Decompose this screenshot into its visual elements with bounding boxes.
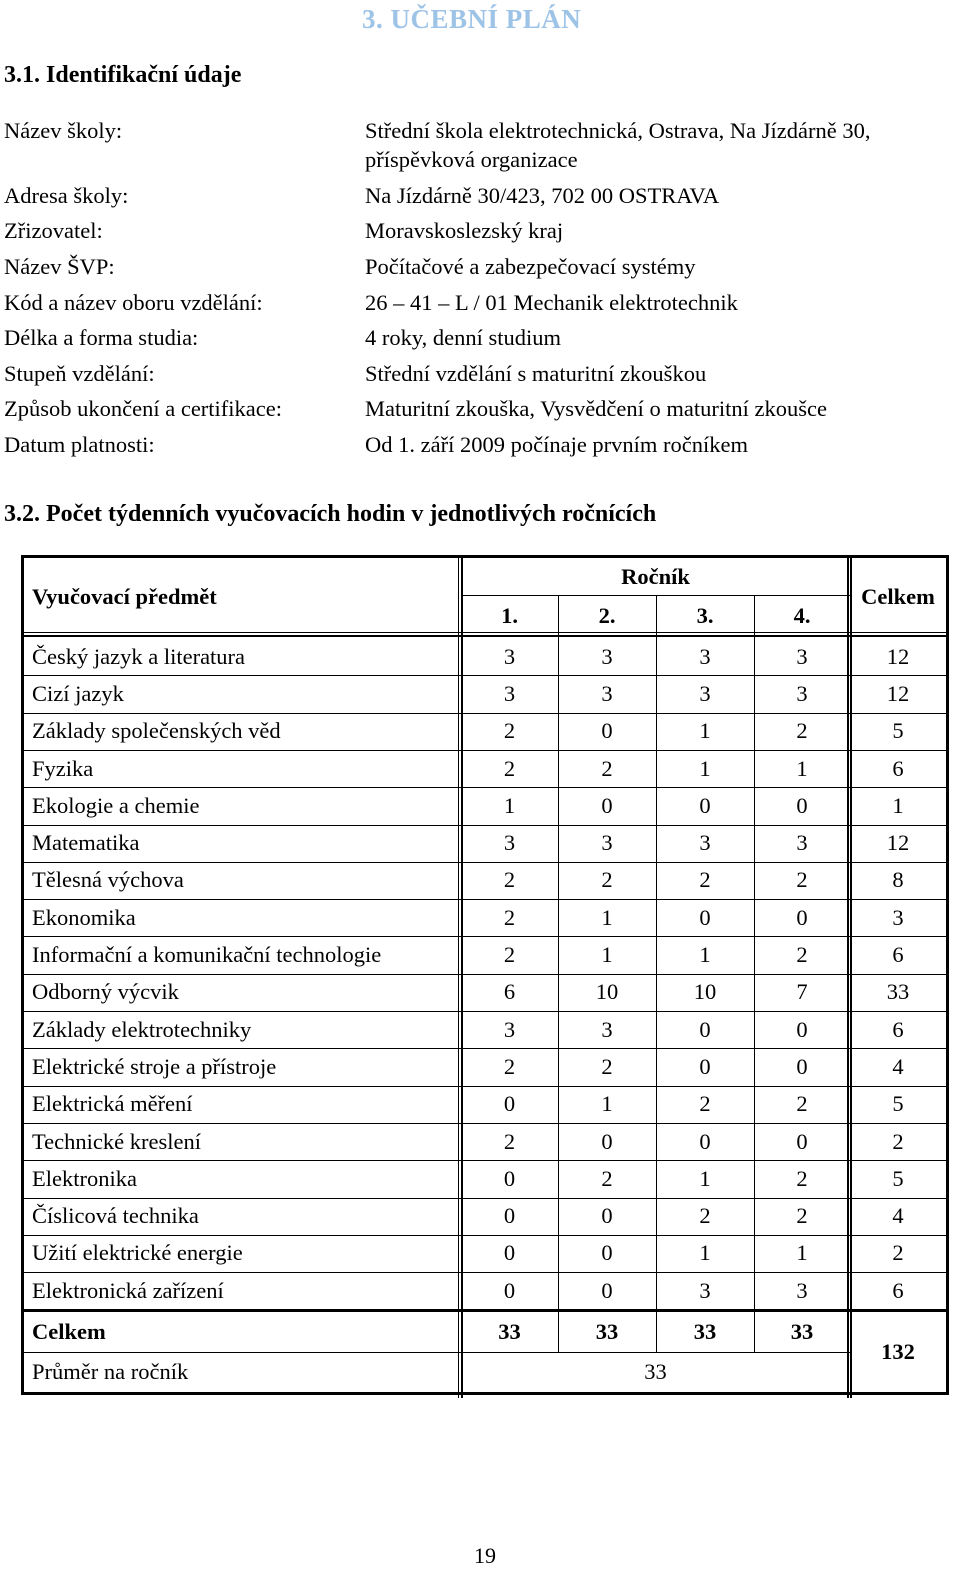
info-label: Kód a název oboru vzdělání: bbox=[4, 290, 263, 315]
hours-cell: 0 bbox=[601, 718, 613, 744]
hours-cell: 0 bbox=[699, 1016, 711, 1042]
subject-name: Základy elektrotechniky bbox=[32, 1016, 252, 1042]
info-label: Způsob ukončení a certifikace: bbox=[4, 396, 283, 421]
section-heading-identification: 3.1. Identifikační údaje bbox=[4, 62, 242, 88]
average-value: 33 bbox=[644, 1359, 667, 1385]
hours-cell: 0 bbox=[699, 792, 711, 818]
table-rule bbox=[24, 675, 946, 676]
hours-cell: 2 bbox=[796, 867, 808, 893]
hours-cell: 3 bbox=[699, 830, 711, 856]
hours-cell: 0 bbox=[796, 792, 808, 818]
subject-name: Český jazyk a literatura bbox=[32, 643, 246, 669]
info-label: Zřizovatel: bbox=[4, 218, 103, 243]
year-total: 33 bbox=[790, 1319, 814, 1345]
hours-cell: 3 bbox=[601, 643, 613, 669]
hours-cell: 2 bbox=[601, 1165, 613, 1191]
grand-total: 132 bbox=[881, 1339, 915, 1365]
hours-cell: 0 bbox=[503, 1240, 516, 1266]
table-rule bbox=[24, 1086, 946, 1087]
info-label: Stupeň vzdělání: bbox=[4, 361, 155, 386]
hours-cell: 2 bbox=[503, 942, 516, 968]
row-total: 2 bbox=[892, 1128, 904, 1154]
table-rule bbox=[24, 1309, 946, 1312]
table-rule bbox=[24, 1272, 946, 1273]
year-total: 33 bbox=[693, 1319, 717, 1345]
table-rule bbox=[24, 1048, 946, 1049]
hours-cell: 3 bbox=[699, 643, 711, 669]
header-subject: Vyučovací předmět bbox=[32, 583, 217, 609]
chapter-title: 3. UČEBNÍ PLÁN bbox=[362, 4, 582, 34]
table-rule bbox=[24, 1198, 946, 1199]
info-value: Střední škola elektrotechnická, Ostrava, Na Jízdárně 30, příspěvková organizace bbox=[365, 118, 871, 172]
hours-cell: 3 bbox=[796, 1277, 808, 1303]
hours-cell: 2 bbox=[699, 1091, 711, 1117]
hours-cell: 1 bbox=[699, 1165, 711, 1191]
subject-name: Číslicová technika bbox=[32, 1203, 199, 1229]
table-rule bbox=[24, 635, 946, 637]
hours-cell: 0 bbox=[699, 1128, 711, 1154]
hours-cell: 10 bbox=[693, 979, 717, 1005]
hours-cell: 3 bbox=[796, 680, 808, 706]
hours-cell: 3 bbox=[699, 1277, 711, 1303]
row-total: 5 bbox=[892, 1165, 904, 1191]
row-total: 12 bbox=[886, 680, 910, 706]
curriculum-table bbox=[21, 555, 949, 1395]
table-rule bbox=[24, 862, 946, 863]
hours-cell: 2 bbox=[699, 867, 711, 893]
hours-cell: 3 bbox=[699, 680, 711, 706]
hours-cell: 0 bbox=[503, 1091, 516, 1117]
hours-cell: 6 bbox=[503, 979, 516, 1005]
table-rule bbox=[24, 1011, 946, 1012]
hours-cell: 0 bbox=[503, 1277, 516, 1303]
row-total: 3 bbox=[892, 904, 904, 930]
hours-cell: 3 bbox=[601, 1016, 613, 1042]
header-total: Celkem bbox=[861, 583, 935, 609]
hours-cell: 10 bbox=[595, 979, 619, 1005]
hours-cell: 3 bbox=[503, 643, 516, 669]
hours-cell: 0 bbox=[601, 1128, 613, 1154]
table-rule bbox=[24, 787, 946, 788]
total-label: Celkem bbox=[32, 1319, 106, 1345]
table-rule bbox=[558, 596, 559, 1352]
subject-name: Ekologie a chemie bbox=[32, 792, 200, 818]
subject-name: Technické kreslení bbox=[32, 1128, 201, 1154]
row-total: 8 bbox=[892, 867, 904, 893]
subject-name: Matematika bbox=[32, 830, 140, 856]
info-value: 26 – 41 – L / 01 Mechanik elektrotechnik bbox=[365, 290, 738, 315]
info-label: Název školy: bbox=[4, 118, 123, 143]
hours-cell: 2 bbox=[601, 755, 613, 781]
row-total: 1 bbox=[892, 792, 904, 818]
hours-cell: 2 bbox=[601, 867, 613, 893]
hours-cell: 2 bbox=[796, 942, 808, 968]
header-years: Ročník bbox=[621, 564, 690, 589]
row-total: 6 bbox=[892, 1016, 904, 1042]
row-total: 4 bbox=[892, 1203, 904, 1229]
table-rule bbox=[656, 596, 657, 1352]
row-total: 6 bbox=[892, 755, 904, 781]
hours-cell: 1 bbox=[796, 755, 808, 781]
subject-name: Informační a komunikační technologie bbox=[32, 942, 382, 968]
row-total: 6 bbox=[892, 1277, 904, 1303]
hours-cell: 0 bbox=[601, 1203, 613, 1229]
hours-cell: 1 bbox=[601, 942, 613, 968]
hours-cell: 0 bbox=[796, 1053, 808, 1079]
hours-cell: 2 bbox=[503, 718, 516, 744]
subject-name: Fyzika bbox=[32, 755, 94, 781]
subject-name: Základy společenských věd bbox=[32, 718, 281, 744]
subject-name: Tělesná výchova bbox=[32, 867, 184, 893]
info-value: 4 roky, denní studium bbox=[365, 325, 562, 350]
subject-name: Elektrická měření bbox=[32, 1091, 193, 1117]
hours-cell: 3 bbox=[796, 643, 808, 669]
row-total: 4 bbox=[892, 1053, 904, 1079]
info-value: Moravskoslezský kraj bbox=[365, 218, 564, 243]
hours-cell: 2 bbox=[796, 1091, 808, 1117]
table-rule bbox=[24, 974, 946, 975]
hours-cell: 3 bbox=[601, 680, 613, 706]
hours-cell: 2 bbox=[503, 867, 516, 893]
hours-cell: 1 bbox=[699, 755, 711, 781]
table-rule bbox=[24, 1235, 946, 1236]
hours-cell: 1 bbox=[503, 792, 516, 818]
table-rule bbox=[850, 558, 852, 1398]
table-rule bbox=[24, 632, 946, 633]
table-rule bbox=[24, 936, 946, 937]
hours-cell: 1 bbox=[699, 942, 711, 968]
hours-cell: 0 bbox=[796, 1016, 808, 1042]
subject-name: Odborný výcvik bbox=[32, 979, 179, 1005]
info-value: Střední vzdělání s maturitní zkouškou bbox=[365, 361, 707, 386]
hours-cell: 2 bbox=[503, 1128, 516, 1154]
hours-cell: 1 bbox=[796, 1240, 808, 1266]
average-label: Průměr na ročník bbox=[32, 1359, 189, 1385]
hours-cell: 2 bbox=[503, 755, 516, 781]
info-label: Délka a forma studia: bbox=[4, 325, 199, 350]
table-rule bbox=[24, 713, 946, 714]
table-rule bbox=[847, 558, 849, 1398]
info-label: Datum platnosti: bbox=[4, 432, 155, 457]
hours-cell: 0 bbox=[601, 1240, 613, 1266]
info-value: Maturitní zkouška, Vysvědčení o maturitní zkoušce bbox=[365, 396, 827, 421]
table-rule bbox=[24, 1160, 946, 1161]
hours-cell: 2 bbox=[503, 904, 516, 930]
row-total: 33 bbox=[886, 979, 910, 1005]
header-year: 2. bbox=[598, 602, 616, 628]
hours-cell: 1 bbox=[601, 1091, 613, 1117]
year-total: 33 bbox=[595, 1319, 619, 1345]
hours-cell: 3 bbox=[503, 680, 516, 706]
header-year: 1. bbox=[501, 602, 518, 628]
year-total: 33 bbox=[498, 1319, 521, 1345]
header-year: 4. bbox=[793, 602, 811, 628]
info-value: Od 1. září 2009 počínaje prvním ročníkem bbox=[365, 432, 749, 457]
table-rule bbox=[458, 558, 459, 1398]
hours-cell: 0 bbox=[601, 1277, 613, 1303]
hours-cell: 2 bbox=[796, 1203, 808, 1229]
table-rule bbox=[754, 596, 755, 1352]
row-total: 2 bbox=[892, 1240, 904, 1266]
hours-cell: 0 bbox=[796, 904, 808, 930]
hours-cell: 2 bbox=[601, 1053, 613, 1079]
hours-cell: 3 bbox=[503, 830, 516, 856]
row-total: 12 bbox=[886, 643, 910, 669]
row-total: 12 bbox=[886, 830, 910, 856]
page-number: 19 bbox=[474, 1543, 496, 1568]
header-year: 3. bbox=[696, 602, 714, 628]
hours-cell: 2 bbox=[699, 1203, 711, 1229]
hours-cell: 3 bbox=[503, 1016, 516, 1042]
hours-cell: 7 bbox=[796, 979, 808, 1005]
table-rule bbox=[24, 825, 946, 826]
table-rule bbox=[24, 750, 946, 751]
hours-cell: 0 bbox=[503, 1165, 516, 1191]
hours-cell: 1 bbox=[699, 1240, 711, 1266]
info-value: Na Jízdárně 30/423, 702 00 OSTRAVA bbox=[365, 183, 720, 208]
info-label: Adresa školy: bbox=[4, 183, 129, 208]
hours-cell: 3 bbox=[601, 830, 613, 856]
subject-name: Elektronika bbox=[32, 1165, 137, 1191]
subject-name: Cizí jazyk bbox=[32, 680, 124, 706]
subject-name: Elektrické stroje a přístroje bbox=[32, 1053, 277, 1079]
info-value: Počítačové a zabezpečovací systémy bbox=[365, 254, 696, 279]
hours-cell: 3 bbox=[796, 830, 808, 856]
row-total: 5 bbox=[892, 718, 904, 744]
row-total: 6 bbox=[892, 942, 904, 968]
hours-cell: 0 bbox=[699, 1053, 711, 1079]
hours-cell: 1 bbox=[601, 904, 613, 930]
table-rule bbox=[461, 558, 463, 1398]
row-total: 5 bbox=[892, 1091, 904, 1117]
subject-name: Užití elektrické energie bbox=[32, 1240, 243, 1266]
subject-name: Ekonomika bbox=[32, 904, 136, 930]
hours-cell: 2 bbox=[796, 718, 808, 744]
table-rule bbox=[24, 1123, 946, 1124]
table-rule bbox=[24, 1352, 850, 1353]
info-label: Název ŠVP: bbox=[4, 254, 115, 279]
hours-cell: 0 bbox=[503, 1203, 516, 1229]
subject-name: Elektronická zařízení bbox=[32, 1277, 224, 1303]
hours-cell: 2 bbox=[796, 1165, 808, 1191]
hours-cell: 0 bbox=[796, 1128, 808, 1154]
section-heading-weekly-hours: 3.2. Počet týdenních vyučovacích hodin v jednotlivých ročnících bbox=[4, 501, 657, 527]
hours-cell: 1 bbox=[699, 718, 711, 744]
hours-cell: 2 bbox=[503, 1053, 516, 1079]
hours-cell: 0 bbox=[601, 792, 613, 818]
table-rule bbox=[24, 899, 946, 900]
hours-cell: 0 bbox=[699, 904, 711, 930]
